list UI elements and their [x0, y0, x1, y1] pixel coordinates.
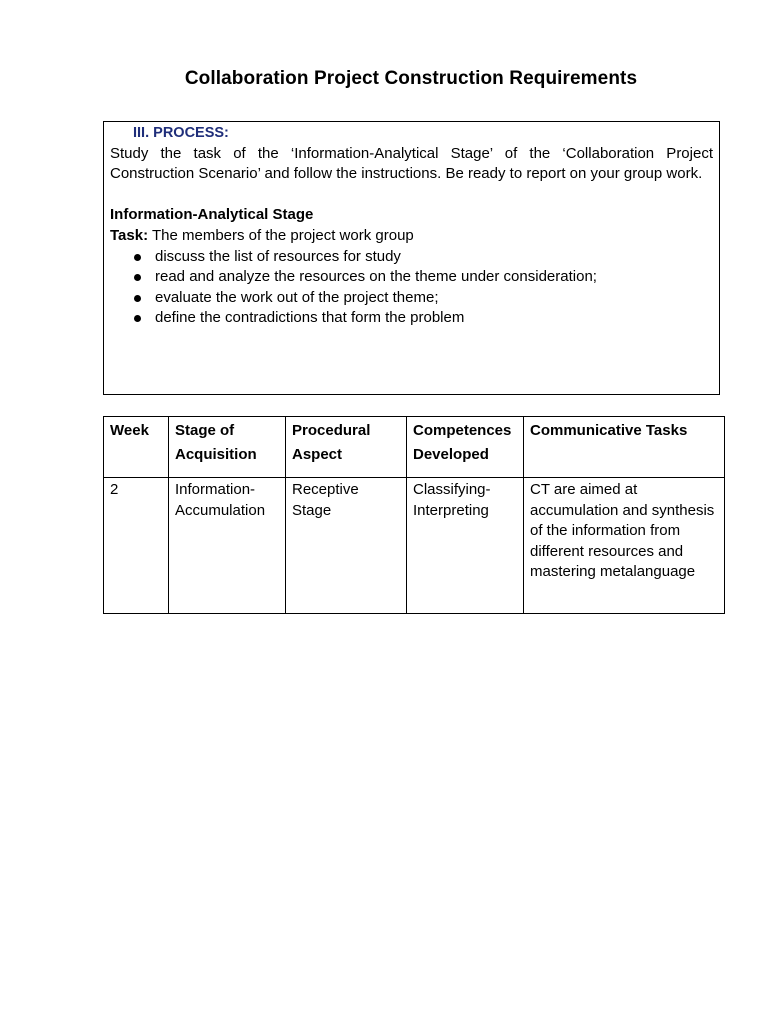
bullet-item	[110, 308, 713, 329]
header-stage-of-acquisition: Stage of Acquisition	[169, 417, 286, 478]
bullet-item	[110, 288, 713, 309]
cell-competences-developed: Classifying-Interpreting	[407, 478, 524, 614]
bullet-item	[110, 247, 713, 268]
process-intro: Study the task of the ‘Information-Analytical Stage’ of the ‘Collaboration Project Construction Scenario’ and follow the instructions. Be ready to report on your group work.	[110, 144, 713, 183]
task-line	[110, 226, 713, 247]
task-label: Task:	[110, 226, 149, 244]
bullet-text: define the contradictions that form the problem	[155, 309, 465, 327]
header-communicative-tasks: Communicative Tasks	[524, 417, 725, 478]
cell-stage-of-acquisition: Information-Accumulation	[169, 478, 286, 614]
header-competences-developed: Competences Developed	[407, 417, 524, 478]
process-heading: III. PROCESS:	[133, 125, 229, 141]
stage-heading: Information-Analytical Stage	[110, 206, 314, 224]
bullet-text: discuss the list of resources for study	[155, 247, 401, 265]
header-week: Week	[104, 417, 169, 478]
bullet-text: evaluate the work out of the project theme;	[155, 288, 439, 306]
table-row	[104, 478, 725, 614]
cell-week: 2	[104, 478, 169, 614]
header-procedural-aspect: Procedural Aspect	[286, 417, 407, 478]
page-title: Collaboration Project Construction Requirements	[184, 68, 638, 89]
bullet-dot-icon	[134, 315, 141, 322]
bullet-dot-icon	[134, 254, 141, 261]
paragraph-spacer	[110, 185, 713, 206]
task-bullet-list	[110, 247, 713, 329]
cell-procedural-aspect: Receptive Stage	[286, 478, 407, 614]
bullet-dot-icon	[134, 295, 141, 302]
task-text: The members of the project work group	[148, 226, 414, 244]
process-box	[103, 121, 720, 395]
cell-communicative-tasks: CT are aimed at accumulation and synthesis of the information from different resources and mastering metalanguage	[524, 478, 725, 614]
stage-table	[103, 416, 725, 614]
bullet-dot-icon	[134, 274, 141, 281]
bullet-item	[110, 267, 713, 288]
bullet-text: read and analyze the resources on the theme under consideration;	[155, 268, 597, 286]
table-header-row	[104, 417, 725, 478]
